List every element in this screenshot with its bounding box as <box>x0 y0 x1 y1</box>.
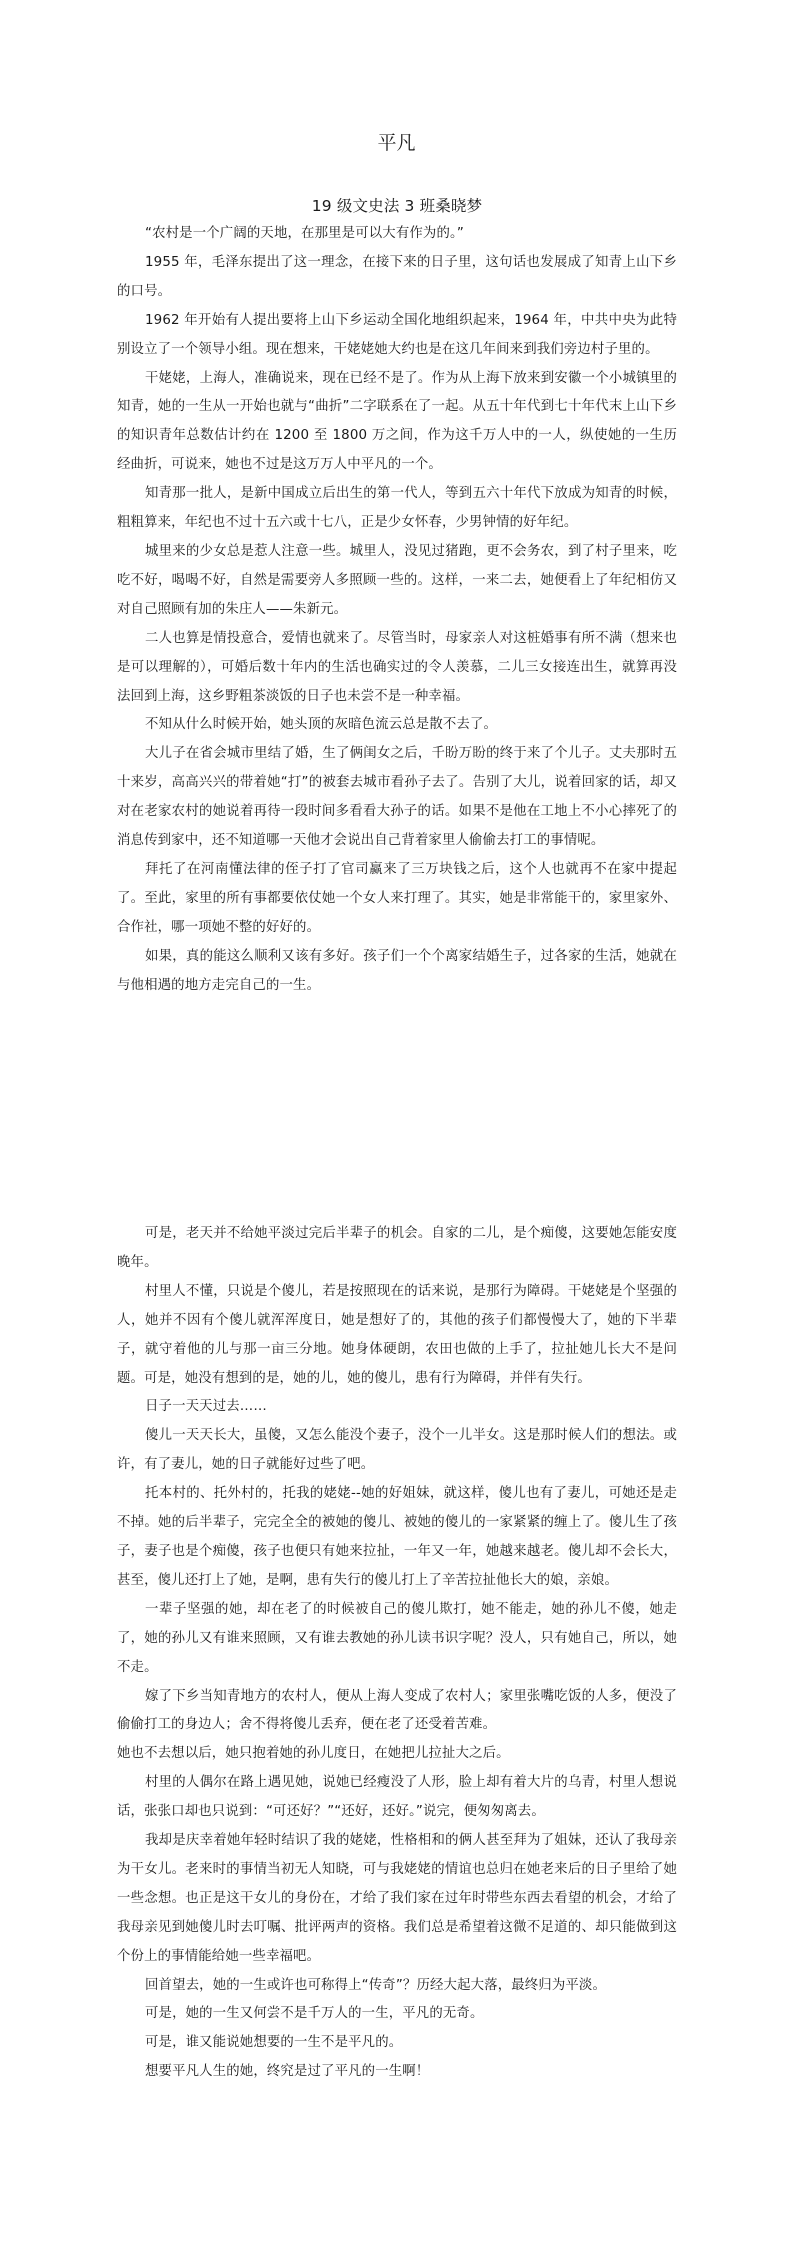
paragraph: “农村是一个广阔的天地，在那里是可以大有作为的。” <box>145 226 464 241</box>
paragraph: 如果，真的能这么顺利又该有多好。孩子们一个个离家结婚生子，过各家的生活，她就在与他相遇的地方走完自己的一生。 <box>117 948 677 993</box>
paragraph: 想要平凡人生的她，终究是过了平凡的一生啊！ <box>145 2064 430 2080</box>
author-line: 19 级文史法 3 班桑晓梦 <box>311 197 483 215</box>
paragraph: 1955 年，毛泽东提出了这一理念，在接下来的日子里，这句话也发展成了知青上山下乡的口号。 <box>117 254 677 299</box>
paragraph: 她也不去想以后，她只抱着她的孙儿度日，在她把儿拉扯大之后。 <box>117 1746 510 1762</box>
paragraph: 托本村的、托外村的，托我的姥姥--她的好姐妹，就这样，傻儿也有了妻儿，可她还是走不掉。她的后半辈子，完完全全的被她的傻儿、被她的傻儿的一家紧紧的缠上了。傻儿生了孩子，妻子也是个痴傻，孩子也便只有她来拉扯，一年又一年，她越来越老。傻儿却不会长大，甚至，傻儿还打上了她，是啊，患有失行的傻儿打上了辛苦拉扯他长大的娘，亲娘。 <box>117 1486 677 1588</box>
document-title: 平凡 <box>377 132 416 154</box>
paragraph: 傻儿一天天长大，虽傻，又怎么能没个妻子，没个一儿半女。这是那时候人们的想法。或许，有了妻儿，她的日子就能好过些了吧。 <box>117 1428 677 1473</box>
paragraph: 我却是庆幸着她年轻时结识了我的姥姥，性格相和的俩人甚至拜为了姐妹，还认了我母亲为干女儿。老来时的事情当初无人知晓，可与我姥姥的情谊也总归在她老来后的日子里给了她一些念想。也正是这干女儿的身份在，才给了我们家在过年时带些东西去看望的机会，才给了我母亲见到她傻儿时去叮嘱、批评两声的资格。我们总是希望着这微不足道的、却只能做到这个份上的事情能给她一些幸福吧。 <box>117 1833 677 1964</box>
paragraph: 可是，老天并不给她平淡过完后半辈子的机会。自家的二儿，是个痴傻，这要她怎能安度晚年。 <box>117 1226 677 1270</box>
paragraph: 不知从什么时候开始，她头顶的灰暗色流云总是散不去了。 <box>145 717 498 733</box>
paragraph: 可是，谁又能说她想要的一生不是平凡的。 <box>145 2035 403 2051</box>
paragraph: 一辈子坚强的她，却在老了的时候被自己的傻儿欺打，她不能走，她的孙儿不傻，她走了，她的孙儿又有谁来照顾，又有谁去教她的孙儿读书识字呢？没人，只有她自己，所以，她不走。 <box>117 1601 677 1675</box>
paragraph: 1962 年开始有人提出要将上山下乡运动全国化地组织起来，1964 年，中共中央为此特别设立了一个领导小组。现在想来，干姥姥她大约也是在这几年间来到我们旁边村子里的。 <box>117 312 677 357</box>
paragraph: 嫁了下乡当知青地方的农村人，便从上海人变成了农村人；家里张嘴吃饭的人多，便没了偷偷打工的身边人；舍不得将傻儿丢弃，便在老了还受着苦难。 <box>117 1688 677 1733</box>
paragraph: 日子一天天过去…… <box>145 1399 267 1415</box>
paragraph: 二人也算是情投意合，爱情也就来了。尽管当时，母家亲人对这桩婚事有所不满（想来也是可以理解的），可婚后数十年内的生活也确实过的令人羡慕，二儿三女接连出生，就算再没法回到上海，这乡野粗茶淡饭的日子也未尝不是一种幸福。 <box>117 630 677 704</box>
paragraph: 大儿子在省会城市里结了婚，生了俩闺女之后，千盼万盼的终于来了个儿子。丈夫那时五十来岁，高高兴兴的带着她“打”的被套去城市看孙子去了。告别了大儿，说着回家的话，却又对在老家农村的她说着再待一段时间多看看大孙子的话。如果不是他在工地上不小心摔死了的消息传到家中，还不知道哪一天他才会说出自己背着家里人偷偷去打工的事情呢。 <box>117 746 677 849</box>
paragraph: 知青那一批人，是新中国成立后出生的第一代人，等到五六十年代下放成为知青的时候，粗粗算来，年纪也不过十五六或十七八，正是少女怀春，少男钟情的好年纪。 <box>117 486 677 531</box>
page-2-body <box>117 1220 677 2087</box>
paragraph: 可是，她的一生又何尝不是千万人的一生，平凡的无奇。 <box>145 2006 484 2022</box>
page-1-body <box>117 192 677 1000</box>
paragraph: 干姥姥，上海人，准确说来，现在已经不是了。作为从上海下放来到安徽一个小城镇里的知青，她的一生从一开始也就与“曲折”二字联系在了一起。从五十年代到七十年代末上山下乡的知识青年总数估计约在 1200 至 1800 万之间，作为这千万人中的一人，纵使她的一生历经曲折，可说来，她也不过是这万万人中平凡的一个。 <box>117 370 677 473</box>
paragraph: 村里人不懂，只说是个傻儿，若是按照现在的话来说，是那行为障碍。干姥姥是个坚强的人，她并不因有个傻儿就浑浑度日，她是想好了的，其他的孩子们都慢慢大了，她的下半辈子，就守着他的儿与那一亩三分地。她身体硬朗，农田也做的上手了，拉扯她儿长大不是问题。可是，她没有想到的是，她的儿，她的傻儿，患有行为障碍，并伴有失行。 <box>117 1283 677 1386</box>
paragraph: 村里的人偶尔在路上遇见她，说她已经瘦没了人形，脸上却有着大片的乌青，村里人想说话，张张口却也只说到：“可还好？”“还好，还好。”说完，便匆匆离去。 <box>117 1775 677 1820</box>
paragraph: 城里来的少女总是惹人注意一些。城里人，没见过猪跑，更不会务农，到了村子里来，吃吃不好，喝喝不好，自然是需要旁人多照顾一些的。这样，一来二去，她便看上了年纪相仿又对自己照顾有加的朱庄人——朱新元。 <box>117 543 677 617</box>
paragraph: 拜托了在河南懂法律的侄子打了官司赢来了三万块钱之后，这个人也就再不在家中提起了。至此，家里的所有事都要依仗她一个女人来打理了。其实，她是非常能干的，家里家外、合作社，哪一项她不整的好好的。 <box>117 861 677 935</box>
paragraph: 回首望去，她的一生或许也可称得上“传奇”？历经大起大落，最终归为平淡。 <box>145 1977 607 1993</box>
